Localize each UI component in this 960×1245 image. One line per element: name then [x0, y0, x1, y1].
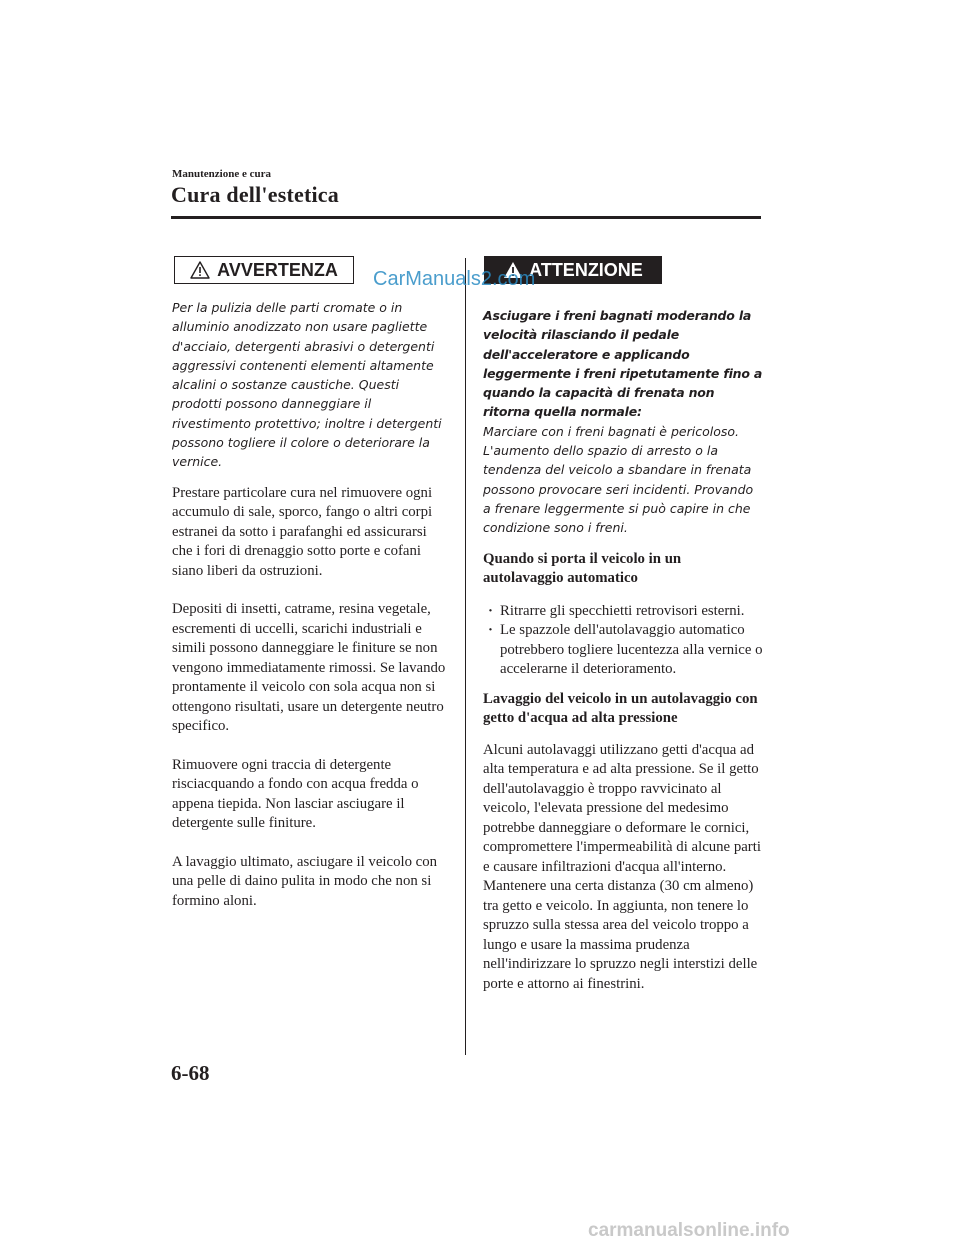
warning-triangle-icon — [190, 261, 210, 279]
paragraph-salt: Prestare particolare cura nel rimuovere ogni accumulo di sale, sporco, fango o altri corpi estranei da sotto i parafanghi ed assicurarsi che i fori di drenaggio sotto porte e cofani siano liberi da ostruzioni. — [172, 484, 433, 579]
page-title: Cura dell'estetica — [171, 182, 339, 207]
footer-watermark: carmanualsonline.info — [588, 1220, 790, 1241]
heading-high-pressure-wash: Lavaggio del veicolo in un autolavaggio con getto d'acqua ad alta pressione — [483, 690, 758, 727]
list-item: · Ritrarre gli specchietti retrovisori esterni. — [483, 602, 763, 622]
page-number: 6-68 — [171, 1061, 210, 1085]
caution-bold-text: Asciugare i freni bagnati moderando la velocità rilasciando il pedale dell'acceleratore e applicando leggermente i freni ripetutamente fino a quando la capacità di frenata non ritorna quella normale: — [483, 308, 763, 420]
warning-text: Per la pulizia delle parti cromate o in alluminio anodizzato non usare pagliette d'acciaio, detergenti abrasivi o detergenti aggressivi contenenti elementi altamente alcalini o sostanze caustiche. Questi prodotti possono danneggiare il rivestimento protettivo; inoltre i detergenti possono togliere il colore o deteriorare la vernice. — [172, 300, 442, 470]
watermark: CarManuals2.com — [373, 268, 536, 290]
section-label: Manutenzione e cura — [172, 168, 271, 180]
column-divider — [465, 258, 466, 1055]
warning-label: AVVERTENZA — [217, 259, 338, 280]
heading-automatic-wash: Quando si porta il veicolo in un autolavaggio automatico — [483, 550, 682, 587]
list-item: · Le spazzole dell'autolavaggio automatico potrebbero togliere lucentezza alla vernice o accelerarne il deterioramento. — [483, 621, 763, 680]
caution-label: ATTENZIONE — [529, 259, 643, 280]
paragraph-rinse: Rimuovere ogni traccia di detergente risciacquando a fondo con acqua fredda o appena tiepida. Non lasciar asciugare il detergente sulle finiture. — [172, 756, 419, 832]
caution-text: Marciare con i freni bagnati è pericoloso. L'aumento dello spazio di arresto o la tendenza del veicolo a sbandare in frenata possono provocare seri incidenti. Provando a frenare leggermente si può capire in che condizione sono i freni. — [483, 423, 754, 536]
paragraph-dry: A lavaggio ultimato, asciugare il veicolo con una pelle di daino pulita in modo che non si formino aloni. — [172, 853, 438, 909]
warning-header — [174, 256, 354, 284]
paragraph-insects: Depositi di insetti, catrame, resina vegetale, escrementi di uccelli, scarichi industriali e simili possono danneggiare le finiture se non vengono immediatamente rimossi. Se lavando prontamente il veicolo con sola acqua non si ottengono risultati, usare un detergente neutro specifico. — [172, 601, 446, 735]
left-column — [172, 256, 448, 911]
right-column — [483, 256, 763, 994]
paragraph-high-pressure: Alcuni autolavaggi utilizzano getti d'acqua ad alta temperatura e ad alta pressione. Se il getto dell'autolavaggio è troppo ravvicinato al veicolo, l'elevata pressione del medesimo potrebbe danneggiare o deformare le cornici, compromettere l'impermeabilità di alcune parti e causare infiltrazioni d'acqua all'interno. Mantenere una certa distanza (30 cm almeno) tra getto e veicolo. In aggiunta, non tenere lo spruzzo sulla stessa area del veicolo troppo a lungo e usare la massima prudenza nell'indirizzare lo spruzzo negli interstizi delle porte e attorno ai finestrini. — [483, 741, 761, 992]
title-rule — [171, 216, 761, 219]
bullet-list — [483, 602, 763, 680]
